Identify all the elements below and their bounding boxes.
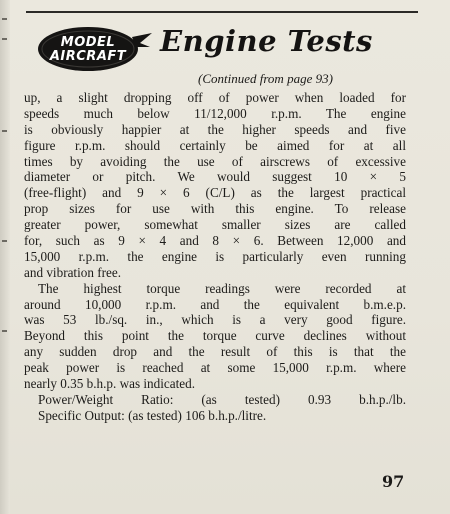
model-aircraft-logo bbox=[36, 23, 152, 75]
article-line: Beyond this point the torque curve declines without bbox=[24, 328, 406, 344]
gutter-mark bbox=[2, 130, 7, 132]
gutter-mark bbox=[2, 240, 7, 242]
page-number: 97 bbox=[382, 472, 405, 491]
article-line: up, a slight dropping off of power when loaded for bbox=[24, 90, 406, 105]
article-line: greater power, somewhat smaller sizes are called bbox=[24, 217, 406, 233]
article-line: Power/Weight Ratio: (as tested) 0.93 b.h.p./lb. bbox=[38, 391, 406, 407]
continued-from-note: (Continued from page 93) bbox=[198, 71, 333, 86]
article-line: any sudden drop and the result of this is that the bbox=[24, 344, 406, 360]
article-line: around 10,000 r.p.m. and the equivalent b.m.e.p. bbox=[24, 296, 406, 312]
logo-word-model: MODEL bbox=[60, 35, 116, 50]
top-rule-divider bbox=[26, 11, 418, 13]
article-line: 15,000 r.p.m. the engine is particularly even running bbox=[24, 248, 406, 264]
article-line: times by avoiding the use of airscrews of excessive bbox=[24, 153, 406, 169]
article-line: for, such as 9 × 4 and 8 × 6. Between 12,000 and bbox=[24, 233, 406, 249]
gutter-mark bbox=[2, 18, 7, 20]
article-line: The highest torque readings were recorded at bbox=[38, 280, 406, 296]
gutter-mark bbox=[2, 38, 7, 40]
article-title: Engine Tests bbox=[160, 24, 373, 58]
article-body bbox=[24, 90, 406, 424]
logo-word-aircraft: AIRCRAFT bbox=[49, 49, 127, 64]
article-line: nearly 0.35 b.h.p. was indicated. bbox=[24, 376, 196, 392]
article-line: and vibration free. bbox=[24, 264, 122, 280]
gutter-mark bbox=[2, 330, 7, 332]
article-line: Specific Output: (as tested) 106 b.h.p./litre. bbox=[38, 407, 267, 423]
article-line: prop sizes for use with this engine. To release bbox=[24, 201, 406, 217]
page-gutter bbox=[0, 0, 10, 514]
article-line: is obviously happier at the higher speeds and five bbox=[24, 121, 406, 137]
article-line: speeds much below 11/12,000 r.p.m. The engine bbox=[24, 105, 406, 121]
article-line: (free-flight) and 9 × 6 (C/L) as the largest practical bbox=[24, 185, 406, 201]
article-line: was 53 lb./sq. in., which is a very good figure. bbox=[24, 312, 406, 328]
article-line: figure r.p.m. should certainly be aimed for at all bbox=[24, 137, 406, 153]
article-line: peak power is reached at some 15,000 r.p.m. where bbox=[24, 360, 406, 376]
article-line: diameter or pitch. We would suggest 10 × 5 bbox=[24, 169, 406, 185]
